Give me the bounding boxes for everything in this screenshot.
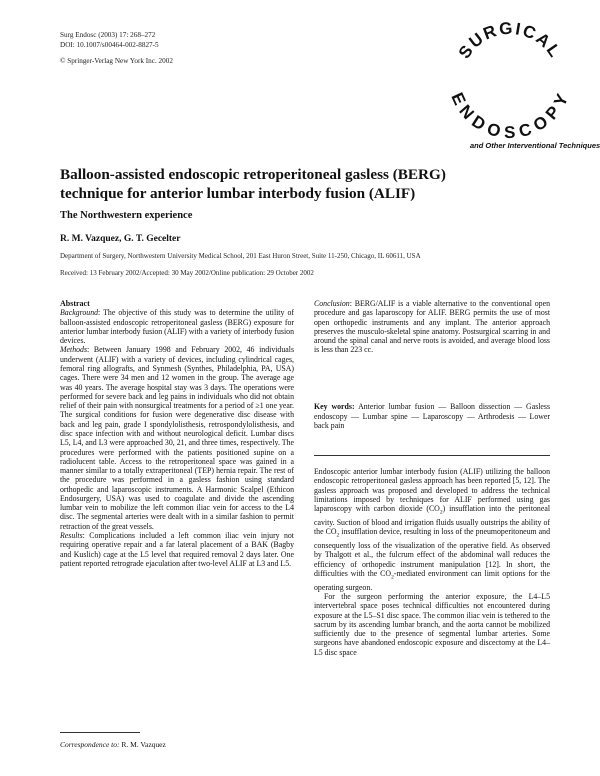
- conclusion-label: Conclusion: [314, 299, 350, 308]
- logo-tagline: and Other Interventional Techniques: [470, 141, 600, 150]
- methods-label: Methods: [60, 345, 88, 355]
- conclusion-text: : BERG/ALIF is a viable alternative to the conventional open procedure and gas laparoscopy for ALIF. BERG permits the use of most open orthopedic instruments and any implant. The anterior approach preserves the musculo-skeletal spine anatomy. Postsurgical scarring in and around the spinal canal and nerve roots is avoided, and average blood loss is less than 223 cc.: [314, 299, 550, 355]
- abstract-methods: [60, 345, 294, 531]
- correspondence-name: R. M. Vazquez: [119, 740, 166, 749]
- keywords: [314, 402, 550, 431]
- footnote-divider: [60, 732, 140, 733]
- results-label: Results: [60, 531, 83, 541]
- article-subtitle: The Northwestern experience: [60, 210, 193, 221]
- title-line-2: technique for anterior lumbar interbody fusion (ALIF): [60, 184, 416, 202]
- logo-word-bottom: ENDOSCOPY: [447, 89, 573, 143]
- authors: R. M. Vazquez, G. T. Gecelter: [60, 234, 181, 244]
- article-title: [60, 166, 540, 203]
- keywords-label: Key words:: [314, 402, 355, 411]
- abstract-column: [60, 299, 294, 568]
- correspondence-label: Correspondence to:: [60, 740, 120, 749]
- title-line-1: Balloon-assisted endoscopic retroperitoneal gasless (BERG): [60, 166, 446, 183]
- correspondence-footnote: [60, 740, 166, 749]
- background-label: Background: [60, 308, 99, 318]
- abstract-results: [60, 531, 294, 568]
- body-text: [314, 467, 550, 657]
- background-text: : The objective of this study was to determine the utility of balloon-assisted endoscopic retroperitoneal gasless (BERG) exposure for anterior lumbar interbody fusion (ALIF) with a variety of interbody fusion devices.: [60, 308, 294, 346]
- body-paragraph-1: Endoscopic anterior lumbar interbody fusion (ALIF) utilizing the balloon endoscopic retroperitoneal gasless approach has been reported [5, 12]. The gasless approach was proposed and developed to address the technical limitations imposed by techniques for ALIF performed using gas laparoscopy with carbon dioxide $(CO_2)$ insufflation into the peritoneal cavity. Suction of blood and irrigation fluids usually outstrips the ability of the $CO_2$ insufflation device, resulting in loss of the pneumoperitoneum and consequently loss of the visualization of the operative field. As observed by Thalgott et al., the fulcrum effect of the abdominal wall reduces the efficiency of orthopedic instrument manipulation [12]. In short, the difficulties with the $CO_2$-mediated environment can limit options for the operating surgeon.: [314, 467, 550, 592]
- affiliation: Department of Surgery, Northwestern University Medical School, 201 East Huron Street, Suite 11-250, Chicago, IL 60611, USA: [60, 252, 421, 260]
- abstract-conclusion: [314, 299, 550, 355]
- abstract-heading: Abstract: [60, 299, 90, 308]
- doi: DOI: 10.1007/s00464-002-8827-5: [60, 41, 159, 49]
- abstract-background: [60, 308, 294, 345]
- copyright: © Springer-Verlag New York Inc. 2002: [60, 57, 173, 65]
- body-paragraph-2: For the surgeon performing the anterior exposure, the L4–L5 intervertebral space poses technical difficulties not encountered during exposure at the L5–S1 disc space. The common iliac vein is tethered to the sacrum by its ascending lumbar branch, and the aorta cannot be mobilized sufficiently due to the presence of segmental lumbar arteries. Some surgeons have abandoned endoscopic exposure and discectomy at the L4–L5 disc space: [314, 592, 550, 657]
- abstract-divider: [314, 455, 550, 456]
- logo-word-top: SURGICAL: [454, 18, 566, 63]
- journal-citation: Surg Endosc (2003) 17: 268–272: [60, 31, 156, 39]
- journal-logo: [440, 8, 580, 148]
- publication-dates: Received: 13 February 2002/Accepted: 30 May 2002/Online publication: 29 October 2002: [60, 269, 314, 277]
- keywords-text: Anterior lumbar fusion — Balloon dissection — Gasless endoscopy — Lumbar spine — Laparoscopy — Arthrodesis — Lower back pain: [314, 402, 551, 430]
- results-text: : Complications included a left common iliac vein injury not requiring operative repair and a far lateral placement of a BAK (Bagby and Kuslich) cage at the L5 level that required removal 2 days later. One patient reported retrograde ejaculation after two-level ALIF at L3 and L5.: [60, 531, 294, 568]
- methods-text: : Between January 1998 and February 2002, 46 individuals underwent (ALIF) with a variety of devices, including cylindrical cages, femoral ring allografts, and Synmesh (Synthes, Philadelphia, PA, USA) cages. There were 34 men and 12 women in the group. The average age was 40 years. The average hospital stay was 3 days. The operations were performed for severe back and leg pains in individuals who did not obtain relief of their pain with nonsurgical treatments for a period of ≥1 one year. The surgical conditions for fusion were degenerative disc disease with back and leg pain, grade I spondylolisthesis, retrospondylolisthesis, and disc space infection with and without neurological deficit. Lumbar discs L5, L4, and L3 were approached 30, 21, and three times, respectively. The procedures were performed with the patients positioned supine on a radiolucent table. Access to the retroperitoneal space was gained in a manner similar to a totally extraperitoneal (TEP) hernia repair. The rest of the procedure was performed in a gasless fashion using standard orthopedic and laparoscopic instruments. A Harmonic Scalpel (Ethicon Endosurgery, USA) was used to coagulate and divide the ascending lumbar vein to mobilize the left common iliac vein for access to the L4 disc. The segmental arteries were dealt with in a similar fashion to permit retraction of the great vessels.: [60, 345, 294, 531]
